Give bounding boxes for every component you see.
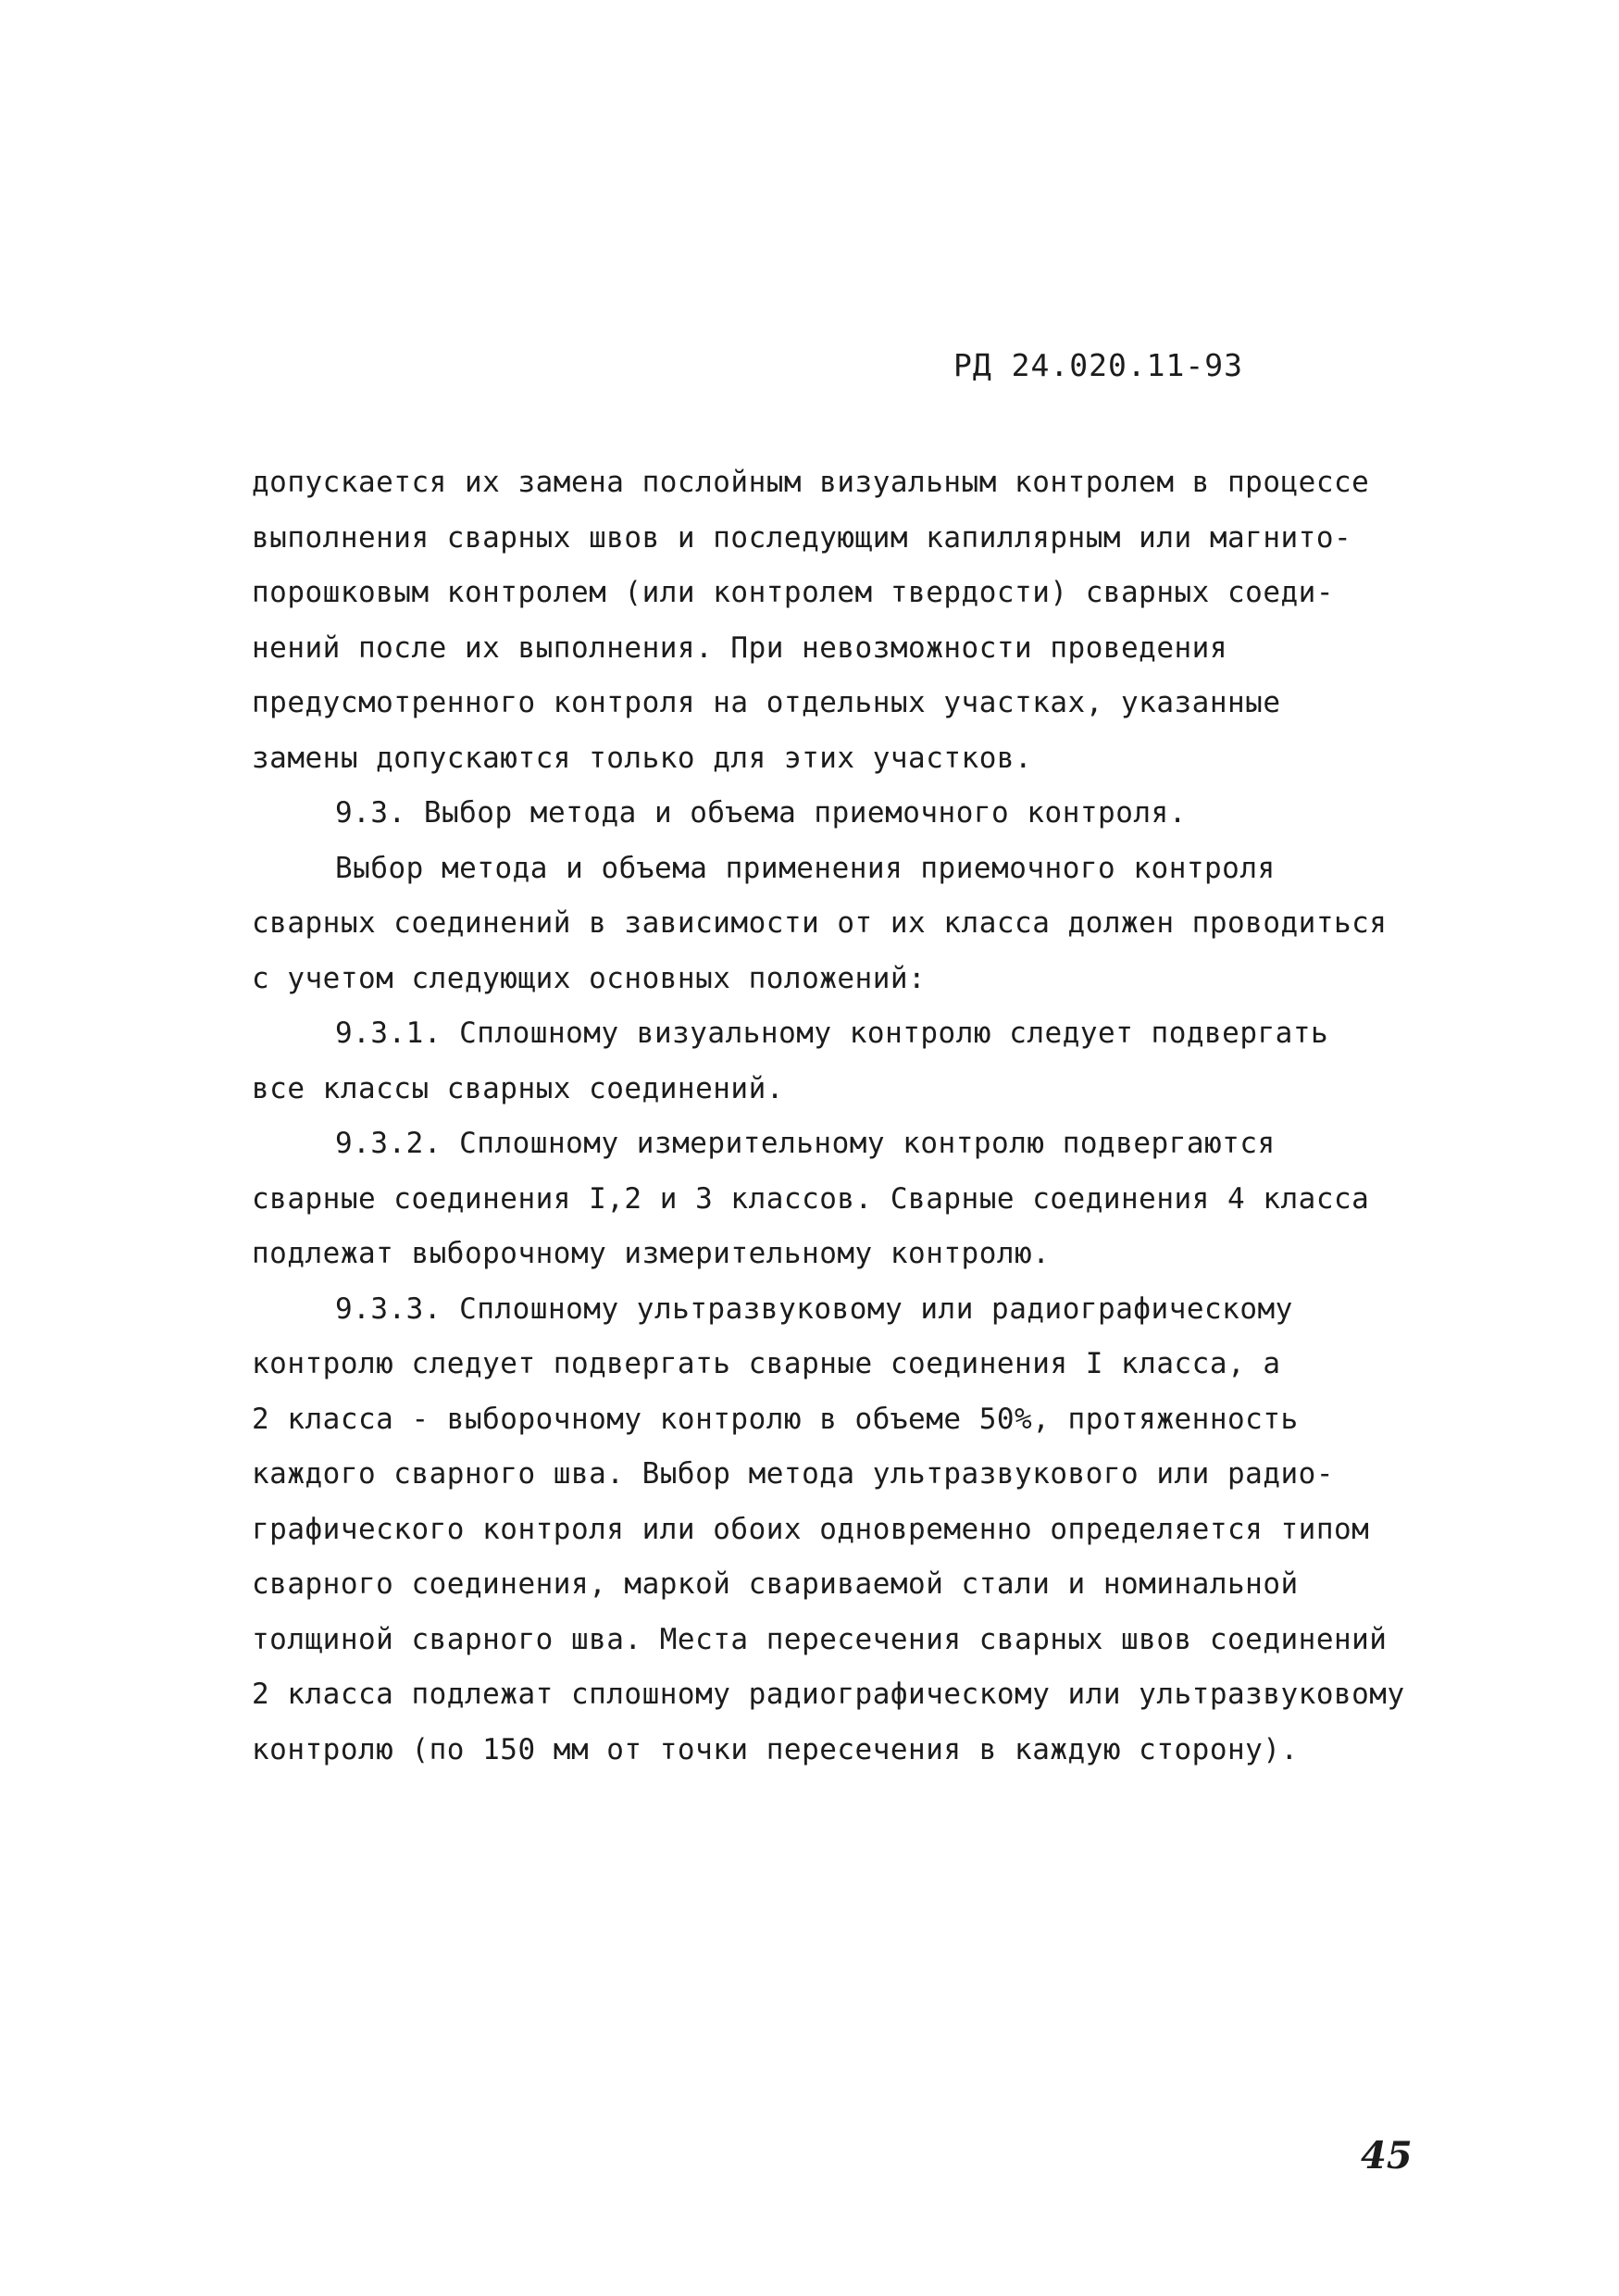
text-line: каждого сварного шва. Выбор метода ультразвукового или радио- [252,1457,1334,1491]
text-line: допускается их замена послойным визуальным контролем в процессе [252,466,1370,499]
text-line: 9.3.1. Сплошному визуальному контролю следует подвергать [335,1017,1329,1050]
text-line: 2 класса - выборочному контролю в объеме 50%, протяженность [252,1402,1299,1436]
text-line: 2 класса подлежат сплошному радиографическому или ультразвуковому [252,1678,1405,1711]
text-line: 9.3.3. Сплошному ультразвуковому или радиографическому [335,1292,1293,1326]
text-line: сварных соединений в зависимости от их класса должен проводиться [252,906,1388,940]
body-text [252,455,1437,1778]
text-line: сварные соединения I,2 и 3 классов. Сварные соединения 4 класса [252,1181,1370,1216]
text-line: 9.3.2. Сплошному измерительному контролю подвергаются [335,1127,1276,1160]
text-line: толщиной сварного шва. Места пересечения сварных швов соединений [252,1622,1388,1656]
page-number: 45 [1361,2134,1413,2177]
text-line: порошковым контролем (или контролем твердости) сварных соеди- [252,576,1334,609]
text-line: сварного соединения, маркой свариваемой стали и номинальной [252,1567,1299,1601]
text-line: предусмотренного контроля на отдельных участках, указанные [252,686,1281,719]
text-line: все классы сварных соединений. [252,1071,784,1105]
text-line: контролю следует подвергать сварные соединения I класса, а [252,1347,1281,1380]
text-line: подлежат выборочному измерительному контролю. [252,1237,1051,1270]
text-line: контролю (по 150 мм от точки пересечения в каждую сторону). [252,1732,1299,1766]
text-line: выполнения сварных швов и последующим капиллярным или магнито- [252,520,1352,555]
text-line: Выбор метода и объема применения приемочного контроля [335,851,1276,885]
text-line: замены допускаются только для этих участков. [252,741,1033,775]
text-line: графического контроля или обоих одновременно определяется типом [252,1512,1370,1546]
section-heading: 9.3. Выбор метода и объема приемочного контроля. [335,796,1187,830]
text-line: нений после их выполнения. При невозможности проведения [252,630,1227,665]
text-line: с учетом следующих основных положений: [252,961,927,995]
document-code: РД 24.020.11-93 [953,347,1244,383]
